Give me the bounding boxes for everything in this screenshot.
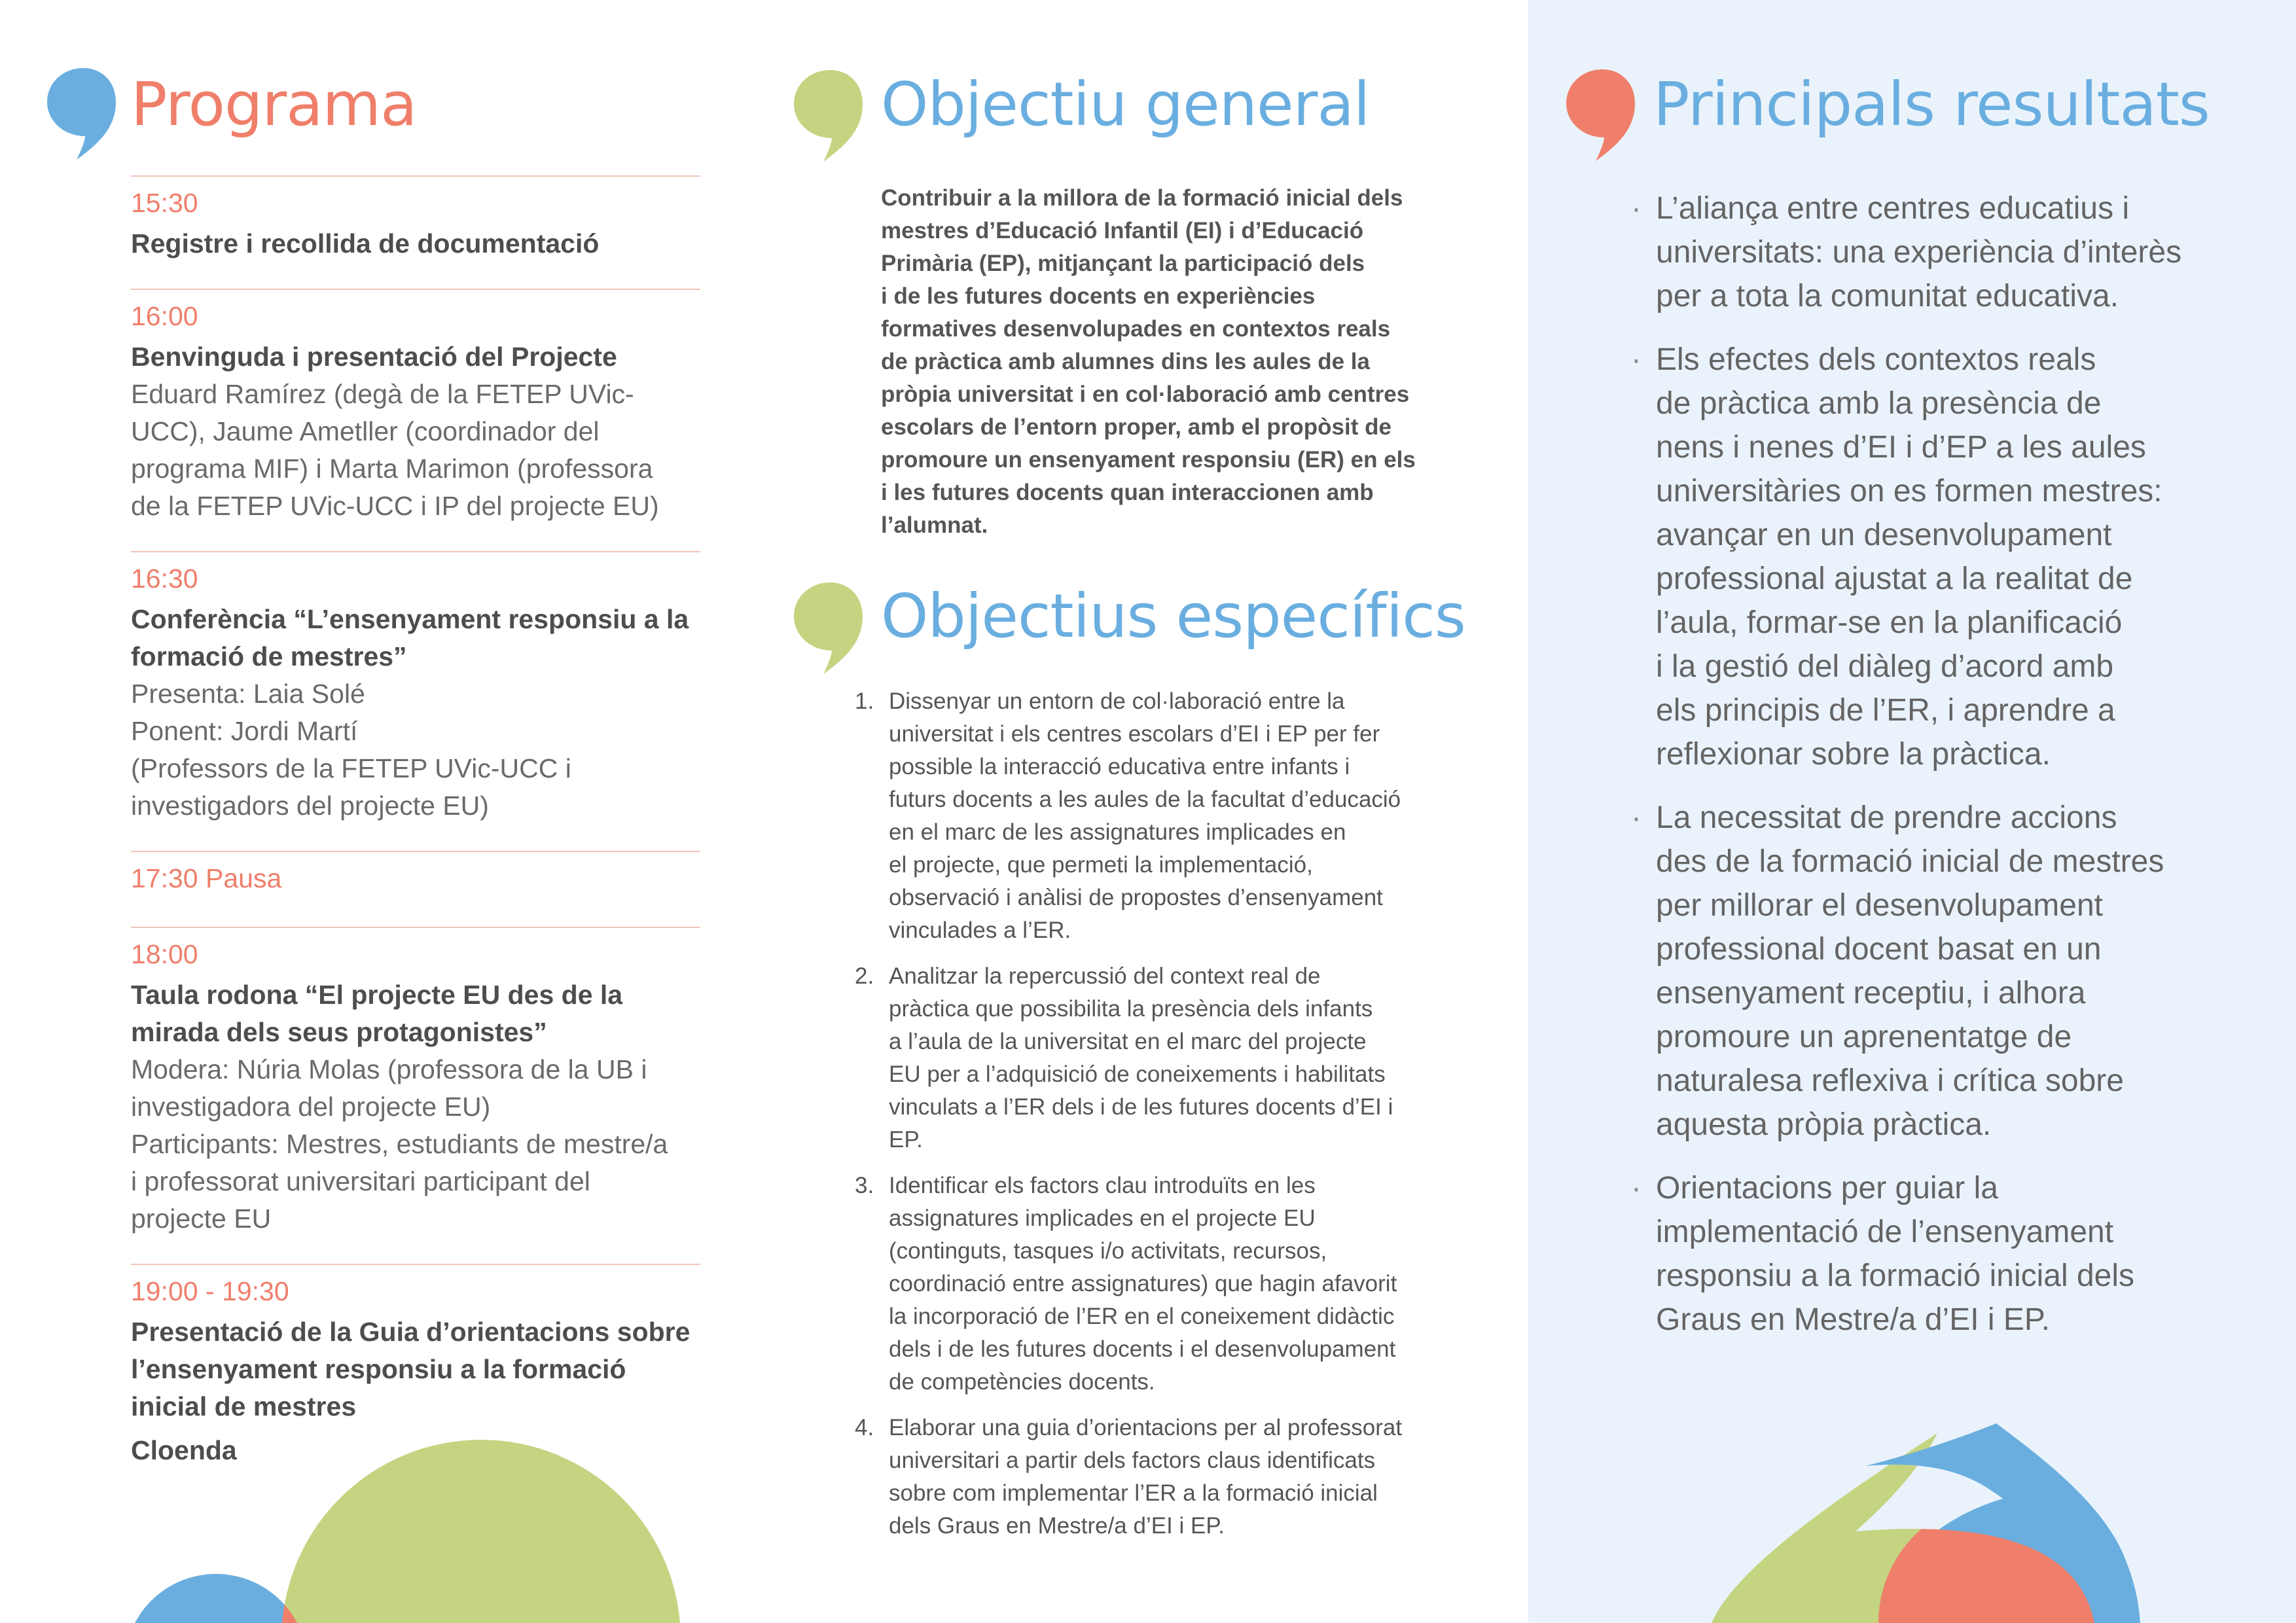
programa-description <box>131 376 700 525</box>
objectiu-especific-line: Identificar els factors clau introduïts en les <box>889 1173 1316 1198</box>
programa-description-line: programa MIF) i Marta Marimon (professora <box>131 454 653 484</box>
programa-heading-line: mirada dels seus protagonistes” <box>131 1017 547 1047</box>
objectiu-general-line: i les futures docents quan interaccionen amb <box>881 480 1374 505</box>
resultat-item <box>1623 338 2212 776</box>
programa-heading-line: Benvinguda i presentació del Projecte <box>131 342 617 372</box>
programa-description-line: investigadors del projecte EU) <box>131 791 489 821</box>
objectiu-especific-line: futurs docents a les aules de la facultat d’educació <box>889 787 1401 812</box>
objectiu-especific-line: sobre com implementar l’ER a la formació inicial <box>889 1480 1378 1506</box>
objectiu-especific-number: 3. <box>855 1173 874 1198</box>
principals-resultats-list <box>1623 187 2212 1361</box>
programa-heading-line: Registre i recollida de documentació <box>131 228 600 259</box>
resultat-line: per a tota la comunitat educativa. <box>1656 279 2119 313</box>
objectiu-especific-line: en el marc de les assignatures implicades en <box>889 819 1346 845</box>
resultat-line: implementació de l’ensenyament <box>1656 1215 2114 1249</box>
programa-time: 19:00 - 19:30 <box>131 1276 289 1306</box>
programa-description-line: i professorat universitari participant del <box>131 1166 590 1196</box>
resultat-item <box>1623 187 2212 318</box>
resultat-line: La necessitat de prendre accions <box>1656 800 2117 835</box>
programa-description-line: projecte EU <box>131 1204 272 1234</box>
resultat-line: Els efectes dels contextos reals <box>1656 342 2096 377</box>
programa-description-line: Eduard Ramírez (degà de la FETEP UVic- <box>131 379 634 409</box>
programa-description-line: UCC), Jaume Ametller (coordinador del <box>131 416 600 446</box>
resultat-line: per millorar el desenvolupament <box>1656 888 2104 923</box>
programa-heading-line: Taula rodona “El projecte EU des de la <box>131 980 623 1010</box>
objectiu-especific-line: possible la interacció educativa entre infants i <box>889 754 1350 779</box>
bullet-icon: · <box>1631 342 1641 377</box>
programa-heading-line: inicial de mestres <box>131 1391 357 1421</box>
programa-heading <box>131 976 700 1051</box>
bullet-icon: · <box>1631 800 1641 835</box>
objectiu-especific-number: 1. <box>855 688 874 714</box>
objectiu-especific-number: 2. <box>855 963 874 989</box>
resultat-line: universitats: una experiència d’interès <box>1656 235 2182 270</box>
programa-description-line: Ponent: Jordi Martí <box>131 716 358 746</box>
objectius-especifics-title: Objectius específics <box>881 581 1465 651</box>
objectiu-especific-line: assignatures implicades en el projecte EU <box>889 1205 1316 1231</box>
objectiu-general-line: pròpia universitat i en col·laboració amb centres <box>881 382 1410 407</box>
programa-heading <box>131 601 700 675</box>
objectiu-general-paragraph <box>881 182 1457 542</box>
speech-bubble-icon <box>794 582 866 674</box>
objectiu-especific-line: dels Graus en Mestre/a d’EI i EP. <box>889 1513 1225 1539</box>
resultat-line: Orientacions per guiar la <box>1656 1171 1998 1205</box>
programa-description-line: de la FETEP UVic-UCC i IP del projecte EU) <box>131 491 659 521</box>
objectiu-especific-number: 4. <box>855 1415 874 1440</box>
programa-time: 16:00 <box>131 301 198 331</box>
programa-description-line: Modera: Núria Molas (professora de la UB i <box>131 1054 647 1084</box>
programa-time: 16:30 <box>131 563 198 594</box>
objectiu-general-line: mestres d’Educació Infantil (EI) i d’Educació <box>881 218 1364 243</box>
objectiu-especific-line: Dissenyar un entorn de col·laboració entre la <box>889 688 1345 714</box>
programa-title: Programa <box>131 69 417 139</box>
programa-time: 18:00 <box>131 939 198 969</box>
resultat-line: aquesta pròpia pràctica. <box>1656 1107 1992 1142</box>
objectius-especifics-list <box>855 685 1463 1556</box>
principals-resultats-title: Principals resultats <box>1653 69 2210 139</box>
programa-heading <box>131 1313 700 1425</box>
programa-time: 15:30 <box>131 188 198 218</box>
objectiu-especific-line: Analitzar la repercussió del context real de <box>889 963 1321 989</box>
objectiu-especific-line: el projecte, que permeti la implementació, <box>889 852 1313 878</box>
objectiu-especific-line: EP. <box>889 1127 923 1152</box>
programa-item <box>131 175 700 289</box>
resultat-line: promoure un aprenentatge de <box>1656 1020 2072 1054</box>
objectiu-general-line: formatives desenvolupades en contextos reals <box>881 316 1391 342</box>
objectiu-general-line: i de les futures docents en experiències <box>881 283 1316 309</box>
programa-heading-line: l’ensenyament responsiu a la formació <box>131 1354 626 1384</box>
programa-description-line: Participants: Mestres, estudiants de mestre/a <box>131 1129 668 1159</box>
objectiu-especific-line: de competències docents. <box>889 1369 1155 1395</box>
resultat-line: professional docent basat en un <box>1656 932 2102 967</box>
programa-heading-line: Conferència “L’ensenyament responsiu a la <box>131 604 689 634</box>
speech-bubble-icon <box>794 70 866 162</box>
objectiu-general-line: promoure un ensenyament responsiu (ER) en els <box>881 447 1416 473</box>
objectiu-especific-line: Elaborar una guia d’orientacions per al professorat <box>889 1415 1403 1440</box>
objectiu-especific-item <box>855 960 1463 1156</box>
programa-heading <box>131 225 700 262</box>
resultat-line: Graus en Mestre/a d’EI i EP. <box>1656 1302 2051 1337</box>
resultat-line: reflexionar sobre la pràctica. <box>1656 737 2051 772</box>
programa-item <box>131 927 700 1264</box>
speech-bubble-icon <box>1566 69 1638 161</box>
objectiu-especific-line: coordinació entre assignatures) que hagin afavorit <box>889 1271 1397 1296</box>
objectiu-especific-item <box>855 685 1463 947</box>
programa-item <box>131 1264 700 1495</box>
objectiu-general-title: Objectiu general <box>881 69 1370 139</box>
decorative-blue-circle <box>124 1574 308 1623</box>
resultat-line: des de la formació inicial de mestres <box>1656 844 2164 879</box>
resultat-line: avançar en un desenvolupament <box>1656 518 2112 552</box>
programa-heading-line: formació de mestres” <box>131 641 407 671</box>
objectiu-especific-line: la incorporació de l’ER en el coneixement didàctic <box>889 1304 1395 1329</box>
objectiu-general-line: de pràctica amb alumnes dins les aules de la <box>881 349 1370 374</box>
bullet-icon: · <box>1631 1171 1641 1205</box>
resultat-line: els principis de l’ER, i aprendre a <box>1656 693 2115 728</box>
programa-heading-line: Presentació de la Guia d’orientacions sobre <box>131 1317 691 1347</box>
objectiu-general-line: escolars de l’entorn proper, amb el propòsit de <box>881 414 1391 440</box>
objectiu-especific-line: EU per a l’adquisició de coneixements i habilitats <box>889 1061 1386 1087</box>
resultat-item <box>1623 1166 2212 1342</box>
objectiu-especific-line: vinculades a l’ER. <box>889 918 1071 943</box>
bullet-icon: · <box>1631 191 1641 226</box>
objectiu-especific-line: pràctica que possibilita la presència dels infants <box>889 996 1373 1022</box>
programa-description <box>131 675 700 825</box>
resultat-line: professional ajustat a la realitat de <box>1656 562 2133 596</box>
objectiu-especific-item <box>855 1412 1463 1543</box>
objectiu-especific-line: universitari a partir dels factors claus identificats <box>889 1448 1376 1473</box>
resultat-line: universitàries on es formen mestres: <box>1656 474 2162 508</box>
resultat-item <box>1623 796 2212 1147</box>
programa-item <box>131 551 700 851</box>
resultat-line: i la gestió del diàleg d’acord amb <box>1656 649 2114 684</box>
objectiu-especific-line: a l’aula de la universitat en el marc del projecte <box>889 1029 1367 1054</box>
objectiu-especific-line: universitat i els centres escolars d’EI i EP per fer <box>889 721 1380 747</box>
programa-heading <box>131 338 700 376</box>
programa-description-line: investigadora del projecte EU) <box>131 1092 491 1122</box>
programa-item <box>131 851 700 927</box>
objectiu-especific-line: dels i de les futures docents i el desenvolupament <box>889 1336 1396 1362</box>
resultat-line: responsiu a la formació inicial dels <box>1656 1258 2135 1293</box>
resultat-line: naturalesa reflexiva i crítica sobre <box>1656 1063 2124 1098</box>
programa-closing: Cloenda <box>131 1435 237 1465</box>
resultat-line: ensenyament receptiu, i alhora <box>1656 976 2086 1010</box>
programa-list <box>131 175 700 1495</box>
objectiu-especific-item <box>855 1169 1463 1399</box>
objectiu-general-line: Primària (EP), mitjançant la participació dels <box>881 251 1365 276</box>
programa-description <box>131 1051 700 1238</box>
resultat-line: de pràctica amb la presència de <box>1656 386 2102 421</box>
resultat-line: l’aula, formar-se en la planificació <box>1656 605 2123 640</box>
objectiu-especific-line: vinculats a l’ER dels i de les futures docents d’EI i <box>889 1094 1393 1120</box>
objectiu-especific-line: (continguts, tasques i/o activitats, recursos, <box>889 1238 1327 1264</box>
resultat-line: L’aliança entre centres educatius i <box>1656 191 2130 226</box>
objectiu-general-line: Contribuir a la millora de la formació inicial dels <box>881 185 1403 211</box>
programa-description-line: Presenta: Laia Solé <box>131 679 365 709</box>
resultat-line: nens i nenes d’EI i d’EP a les aules <box>1656 430 2146 465</box>
programa-time: 17:30 Pausa <box>131 863 282 893</box>
objectiu-general-line: l’alumnat. <box>881 512 988 538</box>
programa-description-line: (Professors de la FETEP UVic-UCC i <box>131 753 571 783</box>
objectiu-especific-line: observació i anàlisi de propostes d’ensenyament <box>889 885 1383 910</box>
programa-item <box>131 289 700 551</box>
speech-bubble-icon <box>47 68 119 160</box>
